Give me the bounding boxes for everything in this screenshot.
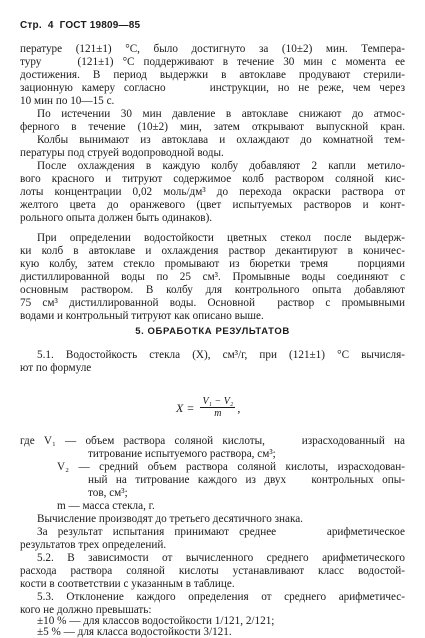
body-text-line: лоты концентрации 0,02 моль/дм³ до перехода окраски раствора от — [20, 186, 405, 198]
definition-line: титрование испытуемого раствора, см³; — [88, 448, 276, 460]
body-text-line: 5.1. Водостойкость стекла (X), см³/г, при (121±1) °С вычисля- — [37, 349, 405, 361]
body-text-line: результатов трех определений. — [20, 539, 167, 551]
body-text-line: 75 см³ дистиллированной воды. Основной раствор с промывными — [20, 297, 405, 309]
body-text-line: ферного в течение (10±2) мин, затем открывают выпускной кран. — [20, 121, 405, 133]
formula-fraction — [200, 396, 235, 420]
formula — [176, 392, 240, 424]
body-text-line: ки колб в автоклаве и охлаждения раствор декантируют в коничес- — [20, 245, 405, 257]
body-text-line: основным раствором. В колбу для контрольного опыта добавляют — [20, 284, 405, 296]
formula-numerator: V₁ − V₂ — [202, 396, 234, 407]
body-text-line: расхода раствора соляной кислоты устанавливают класс водостой- — [20, 565, 405, 577]
section-heading: 5. ОБРАБОТКА РЕЗУЛЬТАТОВ — [135, 326, 290, 337]
body-text-line: зационную камеру согласно инструкции, но не реже, чем через — [20, 82, 405, 94]
body-text-line: 5.3. Отклонение каждого определения от среднего арифметичес- — [37, 591, 405, 603]
body-text-line: После охлаждения в каждую колбу добавляют 2 капли метило- — [37, 160, 405, 172]
body-text-line: достижения. В период выдержки в автоклаве продувают стерили- — [20, 69, 405, 81]
body-text-line: пературе (121±1) °С, было достигнуто за (10±2) мин. Темпера- — [20, 43, 405, 55]
page-header — [20, 20, 146, 32]
definition-line: где V₁ — объем раствора соляной кислоты, израсходованный на — [20, 435, 405, 447]
body-text-line: дистиллированной воды по 25 см³. Промывные воды соединяют с — [20, 271, 405, 283]
body-text-line: пературы под струей водопроводной воды. — [20, 147, 224, 159]
page-number: 4 — [47, 20, 54, 31]
standard-number: ГОСТ 19809—85 — [59, 20, 141, 31]
formula-lhs: X = — [176, 400, 195, 415]
definition-line: тов, см³; — [88, 487, 128, 499]
body-text-line: желтого цвета до оранжевого (цвет испытуемых растворов и конт- — [20, 199, 405, 211]
page-prefix: Стр. — [20, 20, 42, 31]
body-text-line: 10 мин по 10—15 с. — [20, 95, 115, 107]
body-text-line: рольного опыта должен быть одинаков). — [20, 212, 213, 224]
body-text-line: По истечении 30 мин давление в автоклаве снижают до атмос- — [37, 108, 405, 120]
body-text-line: За результат испытания принимают среднее арифметическое — [37, 526, 405, 538]
definition-line: V₂ — средний объем раствора соляной кислоты, израсходован- — [57, 461, 405, 473]
body-text-line: кого не должно превышать: — [20, 604, 152, 616]
body-text-line: кости в соответствии с указанным в таблице. — [20, 578, 235, 590]
definition-line: ный на титрование каждого из двух контрольных опы- — [88, 474, 405, 486]
body-text-line: ют по формуле — [20, 362, 92, 374]
body-text-line: кую колбу, затем стекло промывают из бюретки тремя порциями — [20, 258, 405, 270]
body-text-line: вого красного и титруют содержимое колб раствором соляной кис- — [20, 173, 405, 185]
body-text-line: 5.2. В зависимости от вычисленного среднего арифметического — [37, 552, 405, 564]
list-item: ±10 % — для классов водостойкости 1/121, 2/121; — [37, 615, 275, 627]
body-text-line: водами и контрольный титруют как описано выше. — [20, 310, 264, 322]
body-text-line: При определении водостойкости цветных стекол после выдерж- — [37, 232, 405, 244]
list-item: ±5 % — для класса водостойкости 3/121. — [37, 626, 232, 638]
body-text-line: Колбы вынимают из автоклава и охлаждают до комнатной тем- — [37, 134, 405, 146]
definition-line: m — масса стекла, г. — [57, 500, 155, 512]
formula-trailing-comma: , — [237, 400, 241, 415]
body-text-line: туру (121±1) °С поддерживают в течение 30 мин с момента ее — [20, 56, 405, 68]
formula-denominator: m — [214, 408, 222, 419]
body-text-line: Вычисление производят до третьего десятичного знака. — [37, 513, 303, 525]
